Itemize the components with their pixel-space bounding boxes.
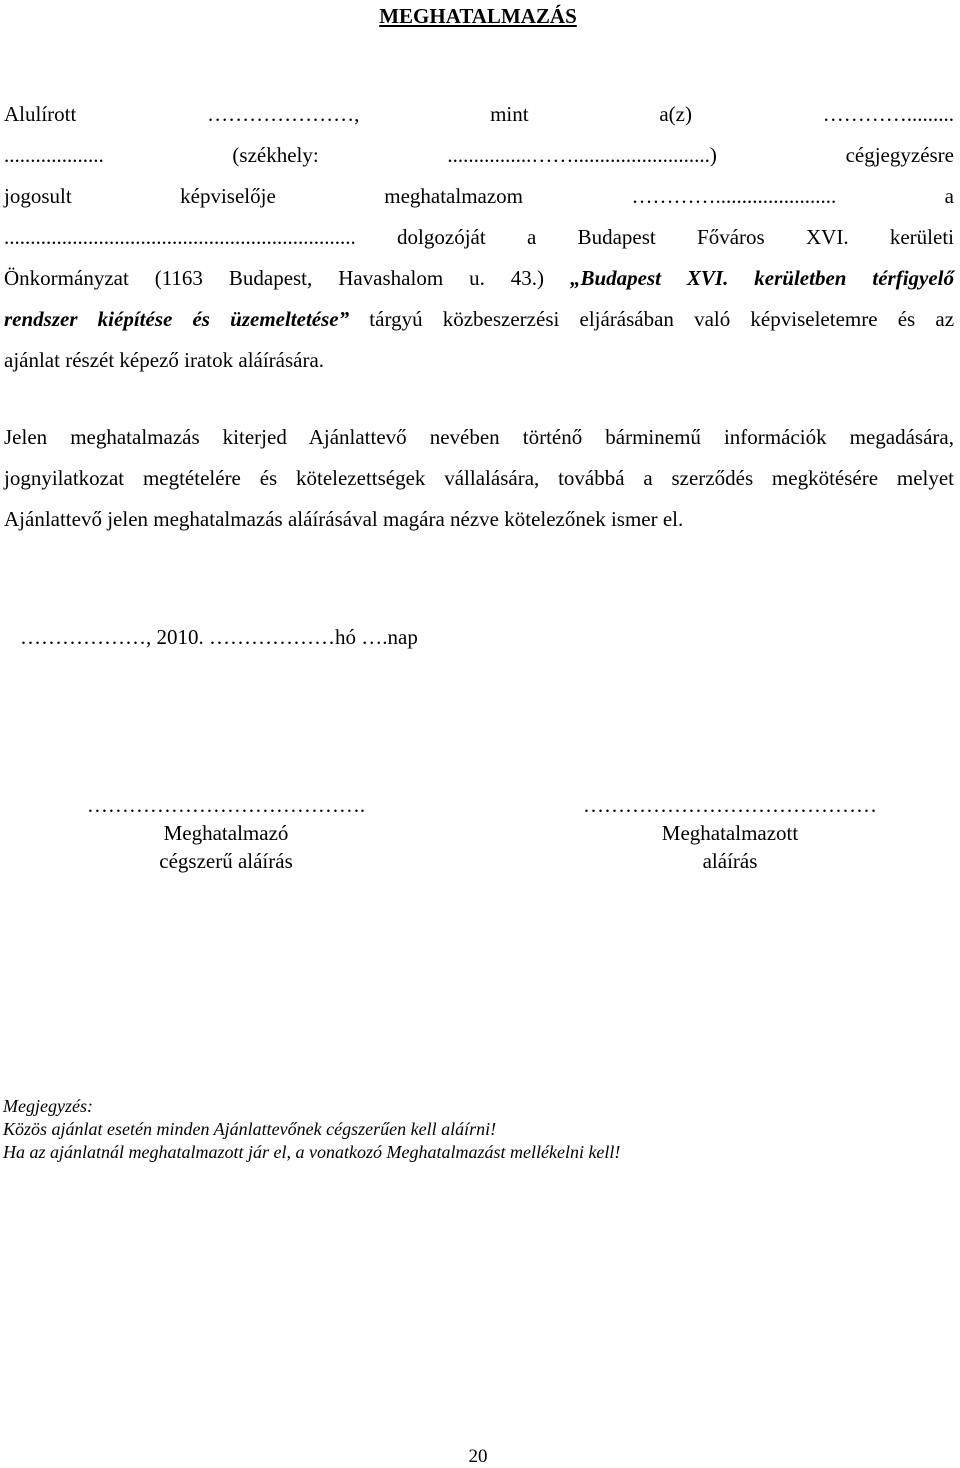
paragraph-line: ................................................................... dolgozóját a Budapest Főváros XVI. kerületi <box>4 225 954 249</box>
line-text: tárgyú közbeszerzési eljárásában való képviseletemre és az <box>349 307 955 331</box>
signature-label: Meghatalmazott <box>661 821 799 845</box>
paragraph-line: ................... (székhely: ................……..........................) cégjegyzésre <box>4 143 954 167</box>
paragraph-line: Jelen meghatalmazás kiterjed Ajánlattevő nevében történő bárminemű információk megadására, <box>4 425 954 449</box>
paragraph-line: jogosult képviselője meghatalmazom …………....................... a <box>4 184 954 208</box>
line-text: Önkormányzat (1163 Budapest, Havashalom u. 43.) <box>4 266 570 290</box>
signature-dotted-line: …………………………………… <box>583 793 877 817</box>
note-section <box>3 1095 620 1164</box>
note-line: Közös ajánlat esetén minden Ajánlattevőnek cégszerűen kell aláírni! <box>3 1119 497 1139</box>
paragraph-line: Ajánlattevő jelen meghatalmazás aláírásával magára nézve kötelezőnek ismer el. <box>4 507 684 531</box>
signature-label: Meghatalmazó <box>163 821 289 845</box>
signature-sublabel: aláírás <box>702 849 758 873</box>
project-title-italic: kerületben térfigyelő <box>728 266 955 290</box>
project-title-continued: rendszer kiépítése és üzemeltetése” <box>4 307 350 331</box>
document-title: MEGHATALMAZÁS <box>379 4 577 28</box>
authorization-paragraph <box>4 94 954 381</box>
principal-signature-block <box>36 791 416 875</box>
agent-signature-block <box>540 791 920 875</box>
paragraph-line: ajánlat részét képező iratok aláírására. <box>4 348 325 372</box>
note-line: Ha az ajánlatnál meghatalmazott jár el, a vonatkozó Meghatalmazást mellékelni kell! <box>3 1142 621 1162</box>
paragraph-line: Alulírott …………………, mint a(z) …………......... <box>4 102 954 126</box>
date-line: ………………, 2010. ………………hó ….nap <box>20 625 418 649</box>
note-heading: Megjegyzés: <box>3 1096 93 1116</box>
paragraph-line: jognyilatkozat megtételére és kötelezettségek vállalására, továbbá a szerződés megkötésére melyet <box>4 466 954 490</box>
project-title-bold: „Budapest XVI. <box>569 266 729 290</box>
signature-dotted-line: …………………………………. <box>86 793 366 817</box>
scope-paragraph <box>4 417 954 540</box>
page-number: 20 <box>468 1446 488 1467</box>
paragraph-line <box>4 299 954 340</box>
signature-sublabel: cégszerű aláírás <box>159 849 293 873</box>
paragraph-line <box>4 258 954 299</box>
